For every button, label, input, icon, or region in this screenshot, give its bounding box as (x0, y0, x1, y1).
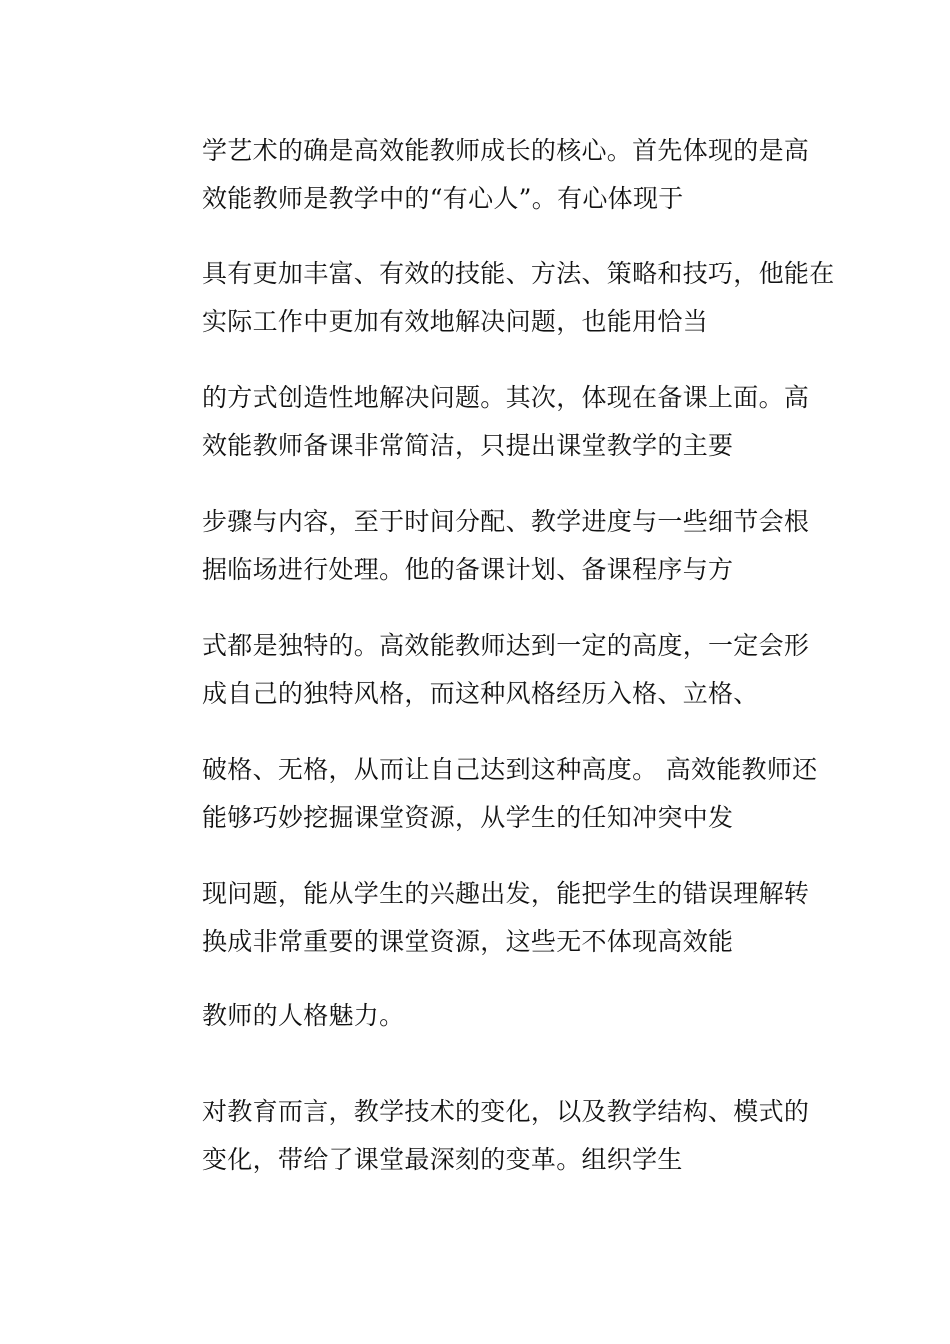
text-line: 步骤与内容，至于时间分配、教学进度与一些细节会根 (202, 507, 810, 536)
paragraph (202, 622, 814, 718)
paragraph (202, 127, 814, 223)
text-line: 教师的人格魅力。 (202, 1001, 405, 1030)
text-line: 具有更加丰富、有效的技能、方法、策略和技巧，他能在 (202, 259, 835, 288)
text-line: 成自己的独特风格，而这种风格经历入格、立格、 (202, 679, 759, 708)
text-line: 能够巧妙挖掘课堂资源，从学生的任知冲突中发 (202, 803, 734, 832)
text-line: 破格、无格，从而让自己达到这种高度。 高效能教师还 (202, 755, 818, 784)
paragraph (202, 498, 814, 594)
text-line: 据临场进行处理。他的备课计划、备课程序与方 (202, 555, 734, 584)
text-line: 现问题，能从学生的兴趣出发，能把学生的错误理解转 (202, 879, 810, 908)
text-line: 实际工作中更加有效地解决问题，也能用恰当 (202, 307, 709, 336)
text-line: 变化，带给了课堂最深刻的变革。组织学生 (202, 1145, 683, 1174)
text-line: 学艺术的确是高效能教师成长的核心。首先体现的是高 (202, 136, 810, 165)
paragraph (202, 374, 814, 470)
paragraph (202, 746, 818, 842)
text-line: 换成非常重要的课堂资源，这些无不体现高效能 (202, 927, 734, 956)
text-line: 效能教师是教学中的“有心人”。有心体现于 (202, 184, 684, 213)
paragraph (202, 992, 814, 1040)
paragraph (202, 250, 835, 346)
paragraph (202, 870, 814, 966)
text-line: 的方式创造性地解决问题。其次，体现在备课上面。高 (202, 383, 810, 412)
text-line: 对教育而言，教学技术的变化，以及教学结构、模式的 (202, 1097, 810, 1126)
text-line: 式都是独特的。高效能教师达到一定的高度，一定会形 (202, 631, 810, 660)
text-line: 效能教师备课非常简洁，只提出课堂教学的主要 (202, 431, 734, 460)
paragraph (202, 1088, 814, 1184)
